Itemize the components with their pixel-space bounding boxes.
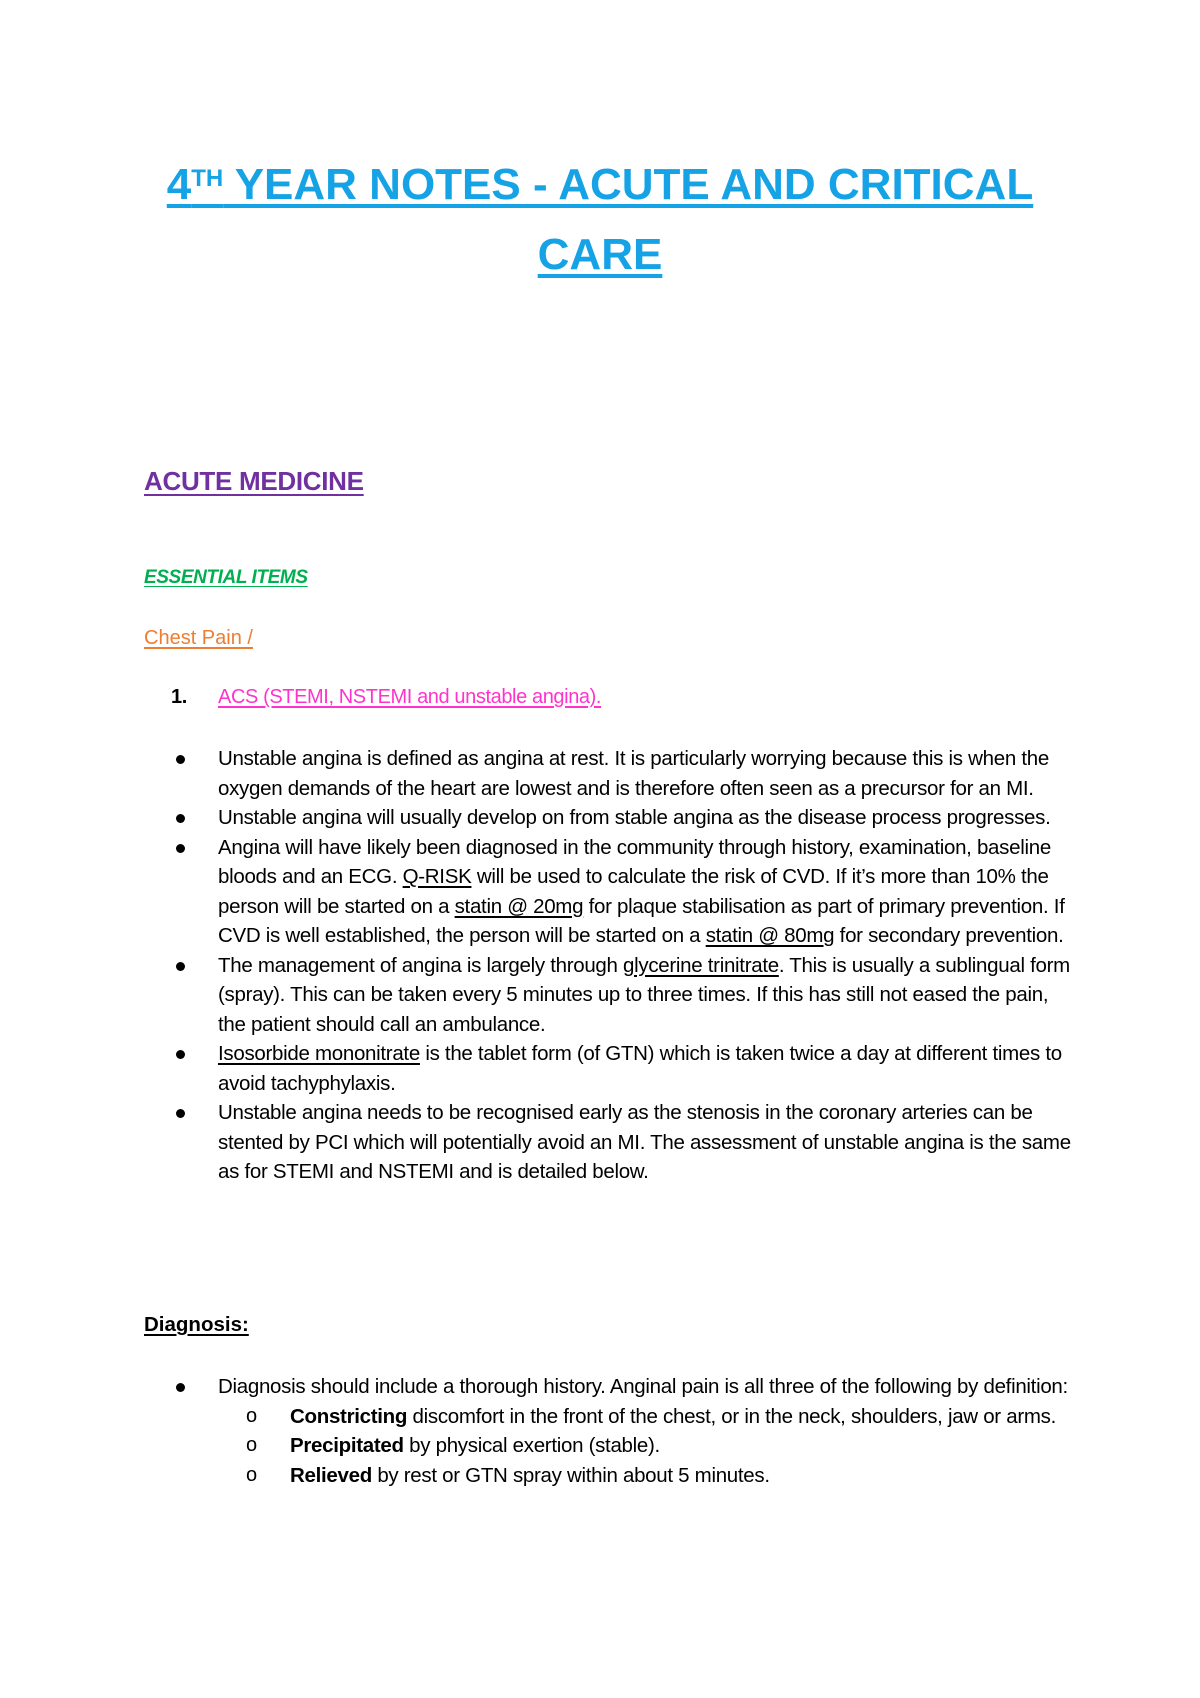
list-item (172, 1372, 1072, 1490)
title-prefix: 4 (166, 160, 192, 209)
criterion-text: discomfort in the front of the chest, or in the neck, shoulders, jaw or arms. (407, 1404, 1056, 1428)
list-item (172, 744, 1072, 803)
list-item (172, 1039, 1072, 1098)
numbered-item-number: 1. (171, 686, 187, 708)
list-item (244, 1461, 1072, 1491)
bullet-icon (176, 1383, 185, 1392)
bullet-icon (176, 1050, 185, 1059)
isosorbide-term: Isosorbide mononitrate (218, 1042, 420, 1065)
bullet-text: . This is usually a sublingual form (spray). This can be taken every 5 minutes up to three times. If this has still not eased the pain, the patient should call an ambulance. (218, 953, 1070, 1036)
bullet-text: Diagnosis should include a thorough history. Anginal pain is all three of the following by definition: (218, 1375, 1068, 1398)
list-item (172, 803, 1072, 833)
criterion-term: Relieved (290, 1463, 372, 1487)
subsection-heading: ESSENTIAL ITEMS (144, 567, 308, 588)
section-heading: ACUTE MEDICINE (144, 466, 364, 496)
bullet-text: Unstable angina needs to be recognised early as the stenosis in the coronary arteries can be stented by PCI which will potentially avoid an MI. The assessment of unstable angina is the same as for STEMI and NSTEMI and is detailed below. (218, 1101, 1071, 1183)
bullet-text: The management of angina is largely through (218, 953, 624, 977)
document-title (130, 150, 1070, 290)
list-item (244, 1431, 1072, 1461)
list-item (172, 833, 1072, 951)
sub-bullet-icon: o (246, 1463, 257, 1486)
list-item (172, 1098, 1072, 1187)
list-item (172, 951, 1072, 1040)
list-item (244, 1402, 1072, 1432)
criterion-term: Constricting (290, 1404, 408, 1428)
bullet-icon (176, 755, 185, 764)
bullet-text: Unstable angina is defined as angina at rest. It is particularly worrying because this is when the oxygen demands of the heart are lowest and is therefore often seen as a precursor for an MI. (218, 747, 1049, 800)
title-line-2: CARE (537, 230, 663, 279)
angina-bullet-list (172, 744, 1072, 1187)
bullet-icon (176, 844, 185, 853)
qrisk-term: Q-RISK (402, 865, 472, 888)
bullet-text: Unstable angina will usually develop on from stable angina as the disease process progresses. (218, 806, 1051, 829)
title-line-1 (130, 150, 1070, 220)
topic-heading: Chest Pain / (144, 627, 253, 649)
sub-bullet-icon: o (246, 1404, 257, 1427)
title-superscript: TH (191, 165, 224, 192)
bullet-text: is the tablet form (of GTN) which is taken twice a day at different times to avoid tachyphylaxis. (218, 1042, 1062, 1095)
criterion-term: Precipitated (290, 1434, 404, 1457)
criterion-text: by rest or GTN spray within about 5 minutes. (371, 1463, 770, 1487)
bullet-text: will be used to calculate the risk of CVD. If it’s more than 10% the person will be started on a (218, 865, 1049, 918)
numbered-item-text: ACS (STEMI, NSTEMI and unstable angina). (218, 686, 602, 708)
bullet-text: Angina will have likely been diagnosed in the community through history, examination, baseline bloods and an ECG. (218, 835, 1051, 888)
bullet-icon (176, 814, 185, 823)
bullet-icon (176, 1109, 185, 1118)
statin-80mg-term: statin @ 80mg (705, 924, 835, 947)
bullet-text: for secondary prevention. (834, 924, 1064, 947)
diagnosis-bullet-list (172, 1372, 1072, 1490)
statin-20mg-term: statin @ 20mg (454, 894, 584, 918)
diagnosis-criteria-list (244, 1402, 1072, 1491)
bullet-text: for plaque stabilisation as part of primary prevention. If CVD is well established, the person will be started on a (218, 894, 1065, 947)
sub-bullet-icon: o (246, 1434, 257, 1456)
title-line-1-rest: YEAR NOTES - ACUTE AND CRITICAL (223, 160, 1034, 209)
gtn-term: glycerine trinitrate (623, 953, 779, 977)
diagnosis-heading: Diagnosis: (144, 1313, 249, 1336)
criterion-text: by physical exertion (stable). (403, 1434, 660, 1457)
bullet-icon (176, 962, 185, 971)
